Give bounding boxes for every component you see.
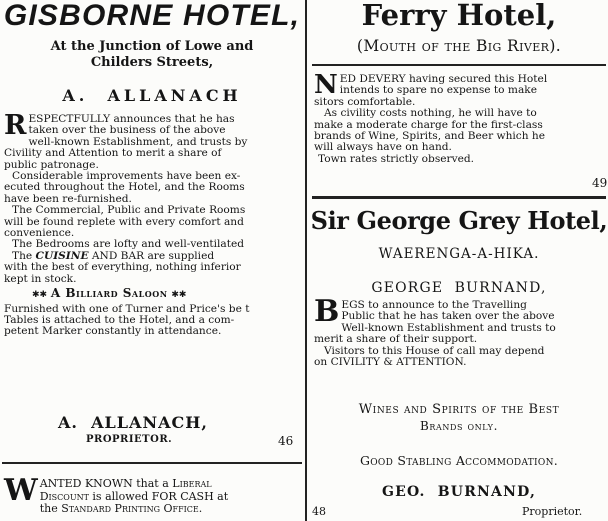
gisborne-dropcap: R bbox=[4, 110, 27, 141]
left-column-divider bbox=[2, 462, 302, 464]
george-grey-body bbox=[314, 294, 556, 369]
right-column bbox=[310, 0, 608, 521]
billiard-saloon-heading-row bbox=[4, 288, 302, 301]
gisborne-cuisine-word: CUISINE bbox=[35, 249, 89, 262]
gisborne-ad-number: 46 bbox=[278, 434, 294, 448]
gisborne-para4-line: kept in stock. bbox=[4, 272, 77, 285]
wanted-discount-word: Discount bbox=[39, 489, 89, 503]
billiard-saloon-heading: A Billiard Saloon bbox=[50, 286, 168, 301]
ferry-para2-line: will always have on hand. bbox=[314, 141, 452, 154]
ferry-para1-line: sitors comfortable. bbox=[314, 95, 416, 108]
gisborne-para3-line: The Commercial, Public and Private Rooms bbox=[12, 204, 246, 217]
gisborne-para3-line: will be found replete with every comfort and bbox=[4, 215, 244, 228]
gisborne-para1-line: public patronage. bbox=[4, 158, 99, 171]
george-grey-dropcap: B bbox=[314, 294, 340, 329]
gisborne-para5-line: Furnished with one of Turner and Price's be t bbox=[4, 302, 250, 315]
ferry-para2-line: make a moderate charge for the first-class bbox=[314, 118, 543, 131]
ferry-para2-line: As civility costs nothing, he will have to bbox=[324, 107, 537, 120]
gisborne-proprietor-heading: A. ALLANACH bbox=[62, 86, 242, 105]
waerenga-location: WAERENGA-A-HIKA. bbox=[378, 246, 540, 262]
george-grey-para1-line: Public that he has taken over the above bbox=[341, 310, 555, 323]
george-grey-signature-role: Proprietor. bbox=[522, 505, 583, 518]
ferry-bottom-rule bbox=[312, 196, 606, 199]
good-stabling-line: Good Stabling Accommodation. bbox=[359, 453, 559, 468]
gisborne-para2-line: have been re-furnished. bbox=[4, 192, 132, 205]
gisborne-para3-line: convenience. bbox=[4, 227, 75, 240]
gisborne-para5-line: Tables is attached to the Hotel, and a com- bbox=[4, 313, 235, 326]
ferry-para1-line: ED DEVERY having secured this Hotel bbox=[339, 73, 548, 85]
gisborne-para4-post: AND BAR are supplied bbox=[88, 249, 215, 262]
gisborne-para4-pre: The bbox=[12, 249, 36, 262]
ferry-hotel-location: (Mouth of the Big River). bbox=[356, 37, 562, 55]
wanted-line-3-pre: the bbox=[39, 502, 62, 515]
george-burnand-heading: GEORGE BURNAND, bbox=[371, 280, 547, 296]
wanted-known-notice bbox=[4, 473, 229, 516]
ornament-icon: ✱✱ bbox=[171, 290, 187, 301]
ferry-para3-line: Town rates strictly observed. bbox=[318, 152, 474, 165]
gisborne-hotel-title: GISBORNE HOTEL, bbox=[3, 0, 301, 32]
geo-burnand-signature: GEO. BURNAND, bbox=[381, 484, 537, 500]
gisborne-para1-line: Civility and Attention to merit a share of bbox=[4, 147, 222, 160]
wanted-line-1-pre: ANTED KNOWN that a bbox=[39, 477, 173, 490]
wines-and-spirits-line-2: Brands only. bbox=[420, 419, 498, 433]
gisborne-para1-line: ESPECTFULLY announces that he has bbox=[28, 113, 235, 125]
ornament-icon: ✱✱ bbox=[32, 290, 48, 301]
gisborne-body bbox=[4, 110, 302, 338]
gisborne-para1-line: well-known Establishment, and trusts by bbox=[28, 135, 248, 148]
george-grey-ad-number: 48 bbox=[312, 505, 326, 518]
gisborne-address-line-1: At the Junction of Lowe and bbox=[50, 39, 254, 54]
george-grey-para1-line: Well-known Establishment and trusts to bbox=[341, 321, 556, 334]
ferry-body bbox=[314, 70, 548, 165]
gisborne-para1-line: taken over the business of the above bbox=[28, 124, 226, 137]
george-grey-para1-line: merit a share of their support. bbox=[314, 333, 478, 346]
george-grey-para2-line: on CIVILITY & ATTENTION. bbox=[314, 356, 467, 369]
gisborne-para4-line: with the best of everything, nothing inferior bbox=[4, 261, 241, 274]
wines-and-spirits-line-1: Wines and Spirits of the Best bbox=[358, 402, 560, 417]
sir-george-grey-hotel-title: Sir George Grey Hotel, bbox=[310, 206, 608, 235]
gisborne-para2-line: Considerable improvements have been ex- bbox=[12, 170, 241, 183]
george-grey-para1-line: EGS to announce to the Travelling bbox=[341, 299, 527, 311]
column-rule bbox=[305, 0, 307, 521]
gisborne-address-line-2: Childers Streets, bbox=[90, 55, 214, 70]
gisborne-para4-line: The Bedrooms are lofty and well-ventilated bbox=[12, 238, 245, 251]
gisborne-signature: A. ALLANACH, bbox=[58, 413, 208, 432]
ferry-para2-line: brands of Wine, Spirits, and Beer which he bbox=[314, 130, 545, 143]
george-grey-para2-line: Visitors to this House of call may depend bbox=[324, 344, 545, 357]
ferry-top-rule bbox=[312, 64, 606, 66]
ferry-hotel-title: Ferry Hotel, bbox=[361, 0, 557, 32]
gisborne-para2-line: ecuted throughout the Hotel, and the Rooms bbox=[4, 181, 245, 194]
gisborne-para5-line: petent Marker constantly in attendance. bbox=[4, 325, 222, 338]
ferry-dropcap: N bbox=[314, 70, 338, 100]
wanted-dropcap: W bbox=[4, 473, 38, 508]
ferry-para1-line: intends to spare no expense to make bbox=[339, 84, 537, 97]
wanted-liberal-word: Liberal bbox=[172, 477, 212, 490]
gisborne-signature-role: PROPRIETOR. bbox=[86, 434, 173, 445]
wanted-office-name: Standard Printing Office. bbox=[61, 502, 203, 515]
ferry-ad-number: 49 bbox=[592, 176, 608, 190]
wanted-line-2-post: is allowed FOR CASH at bbox=[88, 489, 229, 503]
